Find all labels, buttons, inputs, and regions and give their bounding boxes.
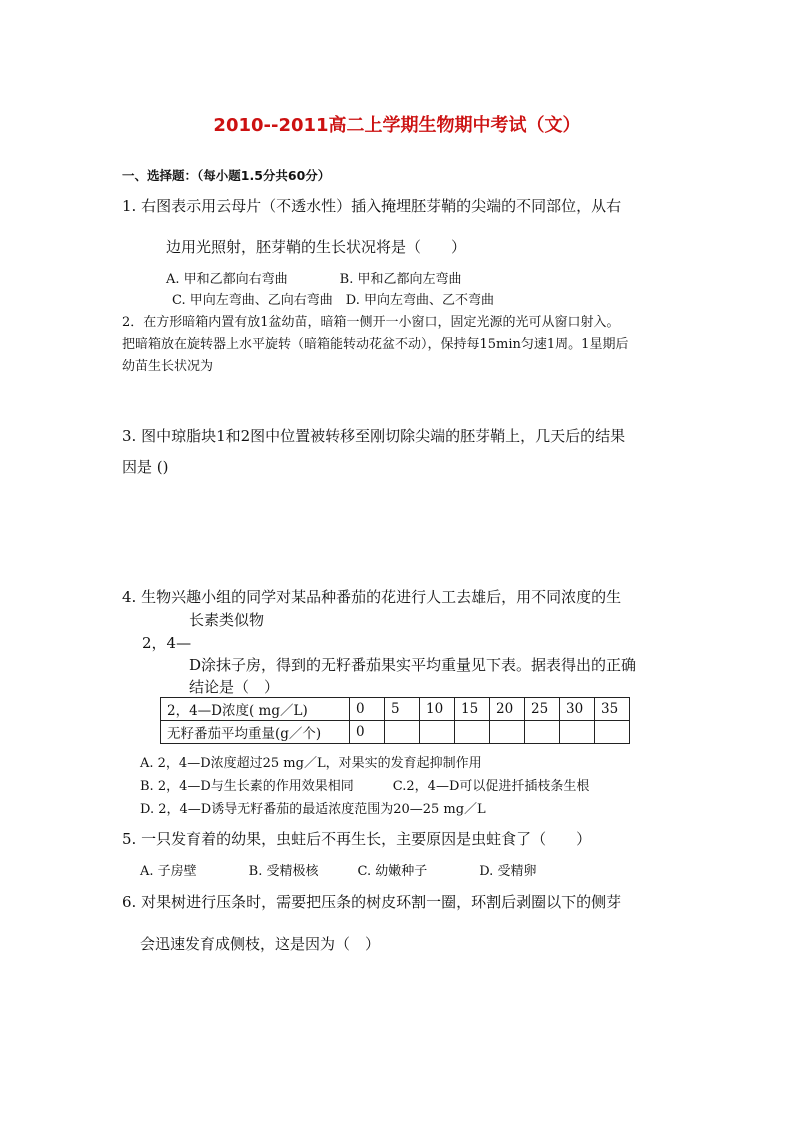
- q4-line3: 2，4—: [142, 634, 192, 652]
- q1-options-ab: A. 甲和乙都向右弯曲 B. 甲和乙都向左弯曲: [166, 272, 462, 287]
- q2-line2: 把暗箱放在旋转器上水平旋转（暗箱能转动花盆不动），保持每15min匀速1周。1星期后: [122, 337, 629, 352]
- table-cell: 30: [560, 698, 595, 721]
- concentration-table: [160, 697, 630, 744]
- table-cell: [560, 721, 595, 744]
- page-title: 2010--2011高二上学期生物期中考试（文）: [213, 115, 581, 136]
- table-cell: 35: [595, 698, 630, 721]
- table-cell: [420, 721, 455, 744]
- table-row-header: 无籽番茄平均重量(g／个): [161, 721, 350, 744]
- table-cell: [455, 721, 490, 744]
- table-cell: 20: [490, 698, 525, 721]
- table-row-header: 2，4—D浓度( mg／L): [161, 698, 350, 721]
- q4-line5: 结论是（ ）: [189, 678, 280, 696]
- q6-line2: 会迅速发育成侧枝，这是因为（ ）: [140, 935, 381, 953]
- q4-line2: 长素类似物: [189, 611, 265, 629]
- table-cell: 0: [350, 721, 385, 744]
- table-row: [161, 698, 630, 721]
- table-cell: [525, 721, 560, 744]
- q5-line1: 5. 一只发育着的幼果，虫蛀后不再生长，主要原因是虫蛀食了（ ）: [122, 830, 592, 848]
- q2-line3: 幼苗生长状况为: [122, 359, 214, 374]
- q4-line4: D涂抹子房，得到的无籽番茄果实平均重量见下表。据表得出的正确: [189, 656, 637, 674]
- q2-line1: 2．在方形暗箱内置有放1盆幼苗，暗箱一侧开一小窗口，固定光源的光可从窗口射入。: [122, 315, 620, 330]
- section-heading: 一、选择题：（每小题1.5分共60分）: [122, 168, 331, 183]
- table-cell: [490, 721, 525, 744]
- table-cell: 15: [455, 698, 490, 721]
- q4-line1: 4. 生物兴趣小组的同学对某品种番茄的花进行人工去雄后，用不同浓度的生: [122, 588, 622, 606]
- table-cell: [385, 721, 420, 744]
- table-cell: [595, 721, 630, 744]
- q5-options: A. 子房壁 B. 受精极核 C. 幼嫩种子 D. 受精卵: [140, 864, 537, 879]
- q4-option-d: D. 2，4—D诱导无籽番茄的最适浓度范围为20—25 mg／L: [140, 802, 486, 817]
- q3-line2: 因是 (): [122, 458, 169, 476]
- q1-line2: 边用光照射，胚芽鞘的生长状况将是（ ）: [166, 238, 467, 256]
- table-cell: 5: [385, 698, 420, 721]
- q4-options-bc: B. 2，4—D与生长素的作用效果相同 C.2，4—D可以促进扦插枝条生根: [140, 779, 590, 794]
- q6-line1: 6. 对果树进行压条时，需要把压条的树皮环割一圈，环割后剥圈以下的侧芽: [122, 893, 622, 911]
- table-row: [161, 721, 630, 744]
- q1-line1: 1. 右图表示用云母片（不透水性）插入掩埋胚芽鞘的尖端的不同部位，从右: [122, 197, 622, 215]
- q3-line1: 3. 图中琼脂块1和2图中位置被转移至刚切除尖端的胚芽鞘上，几天后的结果: [122, 427, 626, 445]
- table-cell: 0: [350, 698, 385, 721]
- q4-option-a: A. 2，4—D浓度超过25 mg／L，对果实的发育起抑制作用: [140, 756, 482, 771]
- table-cell: 10: [420, 698, 455, 721]
- table-cell: 25: [525, 698, 560, 721]
- q1-options-cd: C. 甲向左弯曲、乙向右弯曲 D. 甲向左弯曲、乙不弯曲: [172, 293, 494, 308]
